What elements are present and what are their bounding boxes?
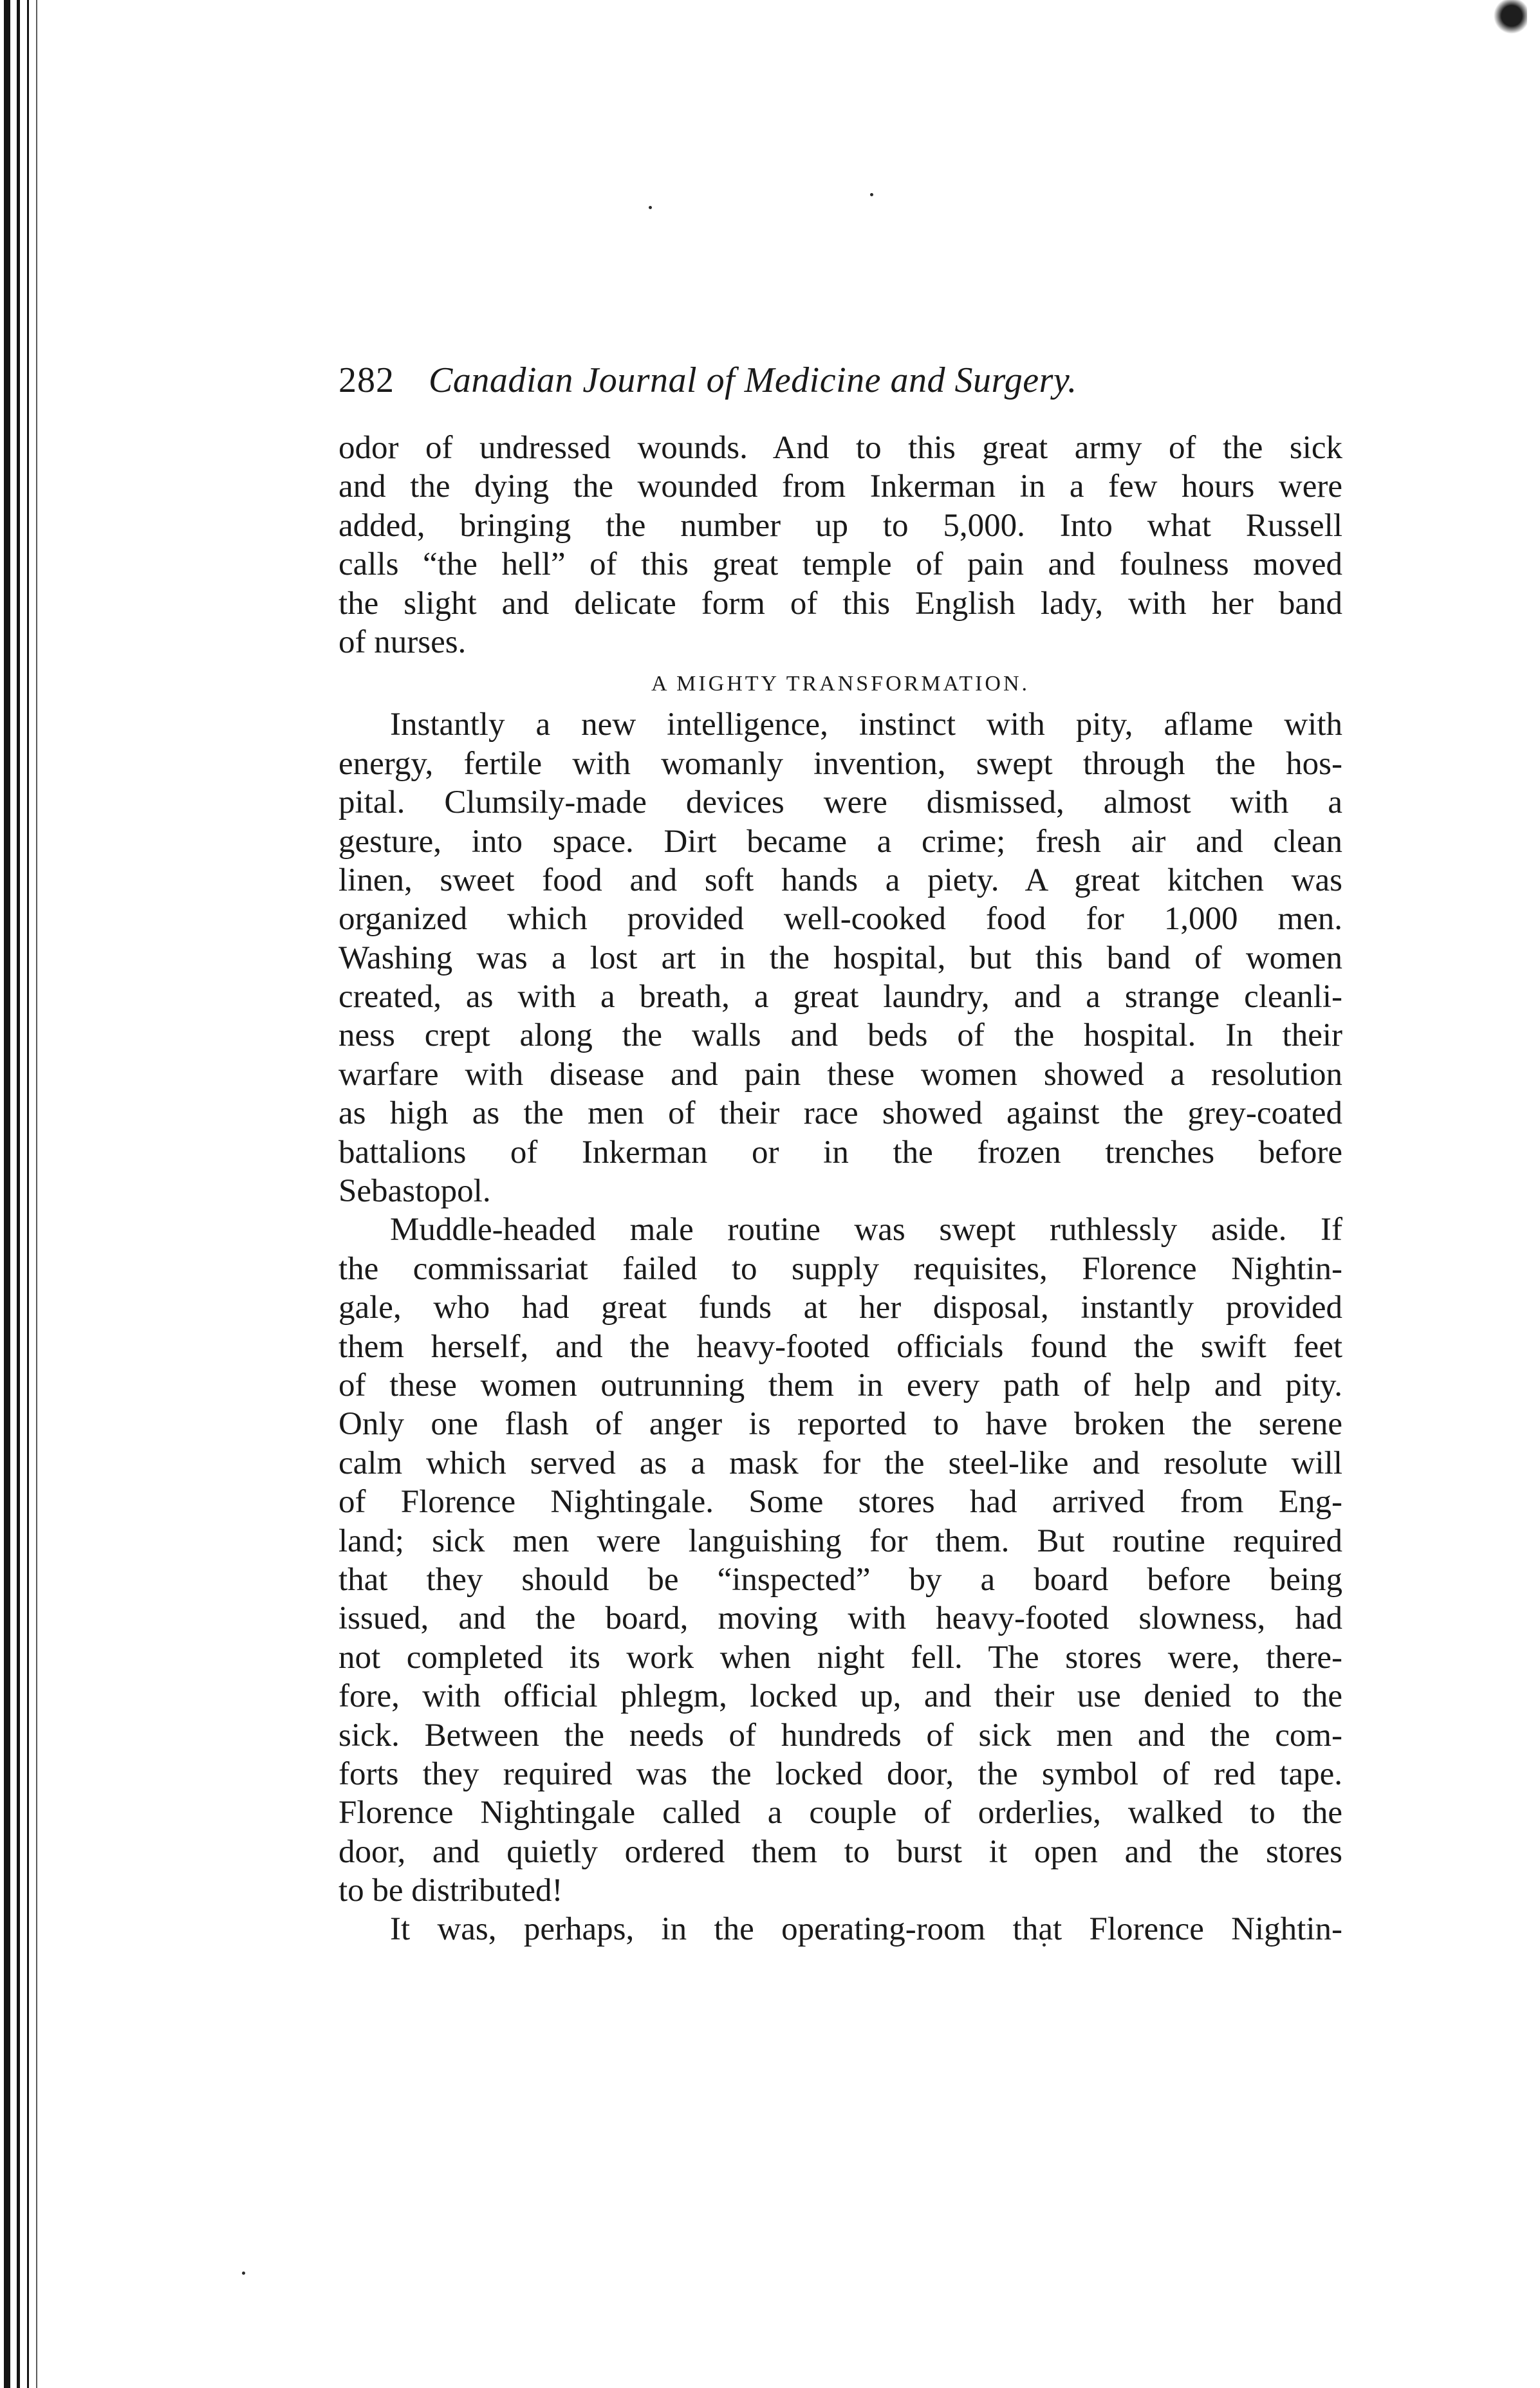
text-line: sick. Between the needs of hundreds of sick men and the com-: [339, 1717, 1342, 1754]
text-line: Instantly a new intelligence, instinct with pity, aflame with: [390, 707, 1342, 743]
text-line: the slight and delicate form of this English lady, with her band: [339, 585, 1342, 622]
text-line: gesture, into space. Dirt became a crime; fresh air and clean: [339, 823, 1342, 860]
text-line: energy, fertile with womanly invention, swept through the hos-: [339, 745, 1342, 782]
paragraph-1: [339, 429, 1342, 662]
text-line: of these women outrunning them in every path of help and pity.: [339, 1367, 1342, 1403]
text-line: odor of undressed wounds. And to this great army of the sick: [339, 430, 1342, 466]
text-line: to be distributed!: [339, 1873, 563, 1909]
text-line: Washing was a lost art in the hospital, but this band of women: [339, 939, 1342, 976]
text-line: of Florence Nightingale. Some stores had arrived from Eng-: [339, 1484, 1342, 1521]
text-line: as high as the men of their race showed against the grey-coated: [339, 1095, 1342, 1132]
text-line: gale, who had great funds at her disposal, instantly provided: [339, 1290, 1342, 1326]
text-line: warfare with disease and pain these women showed a resolution: [339, 1056, 1342, 1093]
running-head: [339, 358, 1342, 403]
article-body: [339, 429, 1342, 1949]
text-line: them herself, and the heavy-footed officials found the swift feet: [339, 1328, 1342, 1365]
text-line: Muddle-headed male routine was swept ruthlessly aside. If: [390, 1212, 1342, 1248]
scan-speck: [649, 206, 652, 209]
text-line: and the dying the wounded from Inkerman in a few hours were: [339, 468, 1342, 505]
text-line: door, and quietly ordered them to burst it open and the stores: [339, 1833, 1342, 1870]
journal-title: Canadian Journal of Medicine and Surgery.: [429, 360, 1077, 400]
text-line: calls “the hell” of this great temple of pain and foulness moved: [339, 546, 1342, 583]
text-line: created, as with a breath, a great laundry, and a strange cleanli-: [339, 979, 1342, 1015]
text-line: not completed its work when night fell. The stores were, there-: [339, 1639, 1342, 1676]
paragraph-3: [339, 1210, 1342, 1910]
text-line: Florence Nightingale called a couple of orderlies, walked to the: [339, 1795, 1342, 1831]
text-line: organized which provided well-cooked food for 1,000 men.: [339, 901, 1342, 938]
binding-gutter-line: [27, 0, 29, 2388]
text-line: battalions of Inkerman or in the frozen trenches before: [339, 1134, 1342, 1171]
text-line: Sebastopol.: [339, 1173, 491, 1210]
text-line: the commissariat failed to supply requisites, Florence Nightin-: [339, 1250, 1342, 1287]
section-heading: A MIGHTY TRANSFORMATION.: [651, 672, 1030, 696]
text-line: fore, with official phlegm, locked up, and their use denied to the: [339, 1678, 1342, 1715]
scan-speck: [870, 193, 873, 196]
text-line: linen, sweet food and soft hands a piety. A great kitchen was: [339, 862, 1342, 898]
text-line: pital. Clumsily-made devices were dismissed, almost with a: [339, 784, 1342, 821]
text-line: that they should be “inspected” by a board before being: [339, 1561, 1342, 1598]
text-line: issued, and the board, moving with heavy-footed slowness, had: [339, 1600, 1342, 1637]
page-number: 282: [339, 360, 394, 400]
text-line: It was, perhaps, in the operating-room that Florence Nightin-: [390, 1911, 1342, 1948]
scan-corner-mark: [1489, 0, 1527, 45]
scan-speck: [242, 2272, 245, 2275]
paragraph-2: [339, 705, 1342, 1210]
text-line: calm which served as a mask for the steel-like and resolute will: [339, 1445, 1342, 1481]
binding-gutter-line: [4, 0, 10, 2388]
text-line: forts they required was the locked door, the symbol of red tape.: [339, 1755, 1342, 1792]
text-line: added, bringing the number up to 5,000. Into what Russell: [339, 507, 1342, 544]
text-line: Only one flash of anger is reported to have broken the serene: [339, 1406, 1342, 1443]
binding-gutter-line: [36, 0, 37, 2388]
text-line: land; sick men were languishing for them. But routine required: [339, 1523, 1342, 1559]
text-line: ness crept along the walls and beds of the hospital. In their: [339, 1017, 1342, 1054]
binding-gutter-line: [17, 0, 20, 2388]
text-line: of nurses.: [339, 624, 467, 660]
paragraph-4: [339, 1910, 1342, 1948]
